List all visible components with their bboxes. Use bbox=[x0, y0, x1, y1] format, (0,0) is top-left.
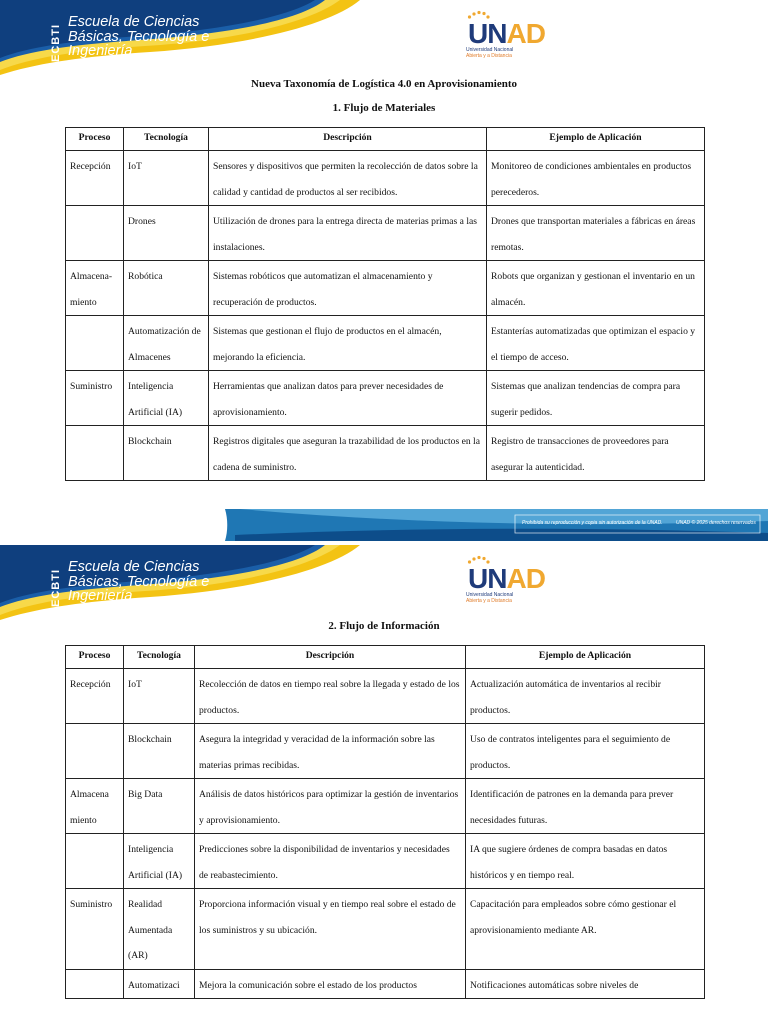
process-cell bbox=[66, 969, 124, 999]
description-cell: Herramientas que analizan datos para prever necesidades de aprovisionamiento. bbox=[209, 371, 487, 426]
technology-cell: IoT bbox=[124, 151, 209, 206]
section-heading: 1. Flujo de Materiales bbox=[332, 102, 436, 114]
unad-wordmark: UNAD bbox=[468, 18, 545, 49]
document-title: Nueva Taxonomía de Logística 4.0 en Aprovisionamiento bbox=[251, 78, 517, 90]
description-cell: Utilización de drones para la entrega directa de materias primas a las instalaciones. bbox=[209, 206, 487, 261]
column-header: Ejemplo de Aplicación bbox=[466, 646, 705, 669]
table-row bbox=[66, 426, 705, 481]
technology-cell: Automatizaci bbox=[124, 969, 195, 999]
column-header: Proceso bbox=[66, 128, 124, 151]
page-header bbox=[0, 545, 768, 620]
footer-notice: Prohibida su reproducción y copia sin autorización de la UNAD. bbox=[522, 520, 663, 526]
table-row bbox=[66, 724, 705, 779]
unad-logo bbox=[462, 10, 545, 60]
table-header-row bbox=[66, 128, 705, 151]
technology-cell: Drones bbox=[124, 206, 209, 261]
description-cell: Recolección de datos en tiempo real sobre la llegada y estado de los productos. bbox=[195, 669, 466, 724]
example-cell: Notificaciones automáticas sobre niveles de bbox=[466, 969, 705, 999]
unad-subtitle: Universidad Nacional Abierta y a Distancia bbox=[466, 47, 514, 59]
technology-cell: Inteligencia Artificial (IA) bbox=[124, 834, 195, 889]
technology-cell: Automatización de Almacenes bbox=[124, 316, 209, 371]
example-cell: Uso de contratos inteligentes para el seguimiento de productos. bbox=[466, 724, 705, 779]
column-header: Tecnología bbox=[124, 646, 195, 669]
school-name-line: Ingeniería bbox=[68, 43, 133, 59]
unad-wordmark: UNAD bbox=[468, 563, 545, 594]
description-cell: Registros digitales que aseguran la trazabilidad de los productos en la cadena de suministro. bbox=[209, 426, 487, 481]
process-cell bbox=[66, 316, 124, 371]
school-name-line: Ingeniería bbox=[68, 588, 133, 604]
table-row bbox=[66, 669, 705, 724]
school-name bbox=[68, 560, 209, 604]
process-cell: Suministro bbox=[66, 889, 124, 970]
table-row bbox=[66, 206, 705, 261]
column-header: Ejemplo de Aplicación bbox=[487, 128, 705, 151]
example-cell: IA que sugiere órdenes de compra basadas en datos históricos y en tiempo real. bbox=[466, 834, 705, 889]
example-cell: Identificación de patrones en la demanda para prever necesidades futuras. bbox=[466, 779, 705, 834]
table-row bbox=[66, 151, 705, 206]
table-row bbox=[66, 889, 705, 970]
table-row bbox=[66, 371, 705, 426]
table-row bbox=[66, 779, 705, 834]
information-flow-table bbox=[65, 645, 705, 999]
column-header: Tecnología bbox=[124, 128, 209, 151]
school-name bbox=[68, 15, 209, 59]
example-cell: Sistemas que analizan tendencias de compra para sugerir pedidos. bbox=[487, 371, 705, 426]
process-cell bbox=[66, 724, 124, 779]
technology-cell: Robótica bbox=[124, 261, 209, 316]
example-cell: Monitoreo de condiciones ambientales en productos perecederos. bbox=[487, 151, 705, 206]
process-cell bbox=[66, 834, 124, 889]
ecbti-label: ECBTI bbox=[50, 569, 62, 607]
process-cell: Recepción bbox=[66, 151, 124, 206]
school-name-line: Básicas, Tecnología e bbox=[68, 573, 210, 590]
table-row bbox=[66, 834, 705, 889]
ecbti-label: ECBTI bbox=[50, 24, 62, 62]
school-name-line: Básicas, Tecnología e bbox=[68, 28, 210, 45]
process-cell: Suministro bbox=[66, 371, 124, 426]
process-cell: Almacena miento bbox=[66, 779, 124, 834]
process-cell bbox=[66, 206, 124, 261]
example-cell: Registro de transacciones de proveedores para asegurar la autenticidad. bbox=[487, 426, 705, 481]
example-cell: Capacitación para empleados sobre cómo gestionar el aprovisionamiento mediante AR. bbox=[466, 889, 705, 970]
unad-subtitle: Universidad Nacional Abierta y a Distancia bbox=[466, 592, 514, 604]
example-cell: Estanterías automatizadas que optimizan el espacio y el tiempo de acceso. bbox=[487, 316, 705, 371]
description-cell: Asegura la integridad y veracidad de la información sobre las materias primas recibidas. bbox=[195, 724, 466, 779]
document-page-2 bbox=[0, 545, 768, 1024]
school-name-line: Escuela de Ciencias bbox=[68, 559, 200, 575]
table-row bbox=[66, 261, 705, 316]
school-name-line: Escuela de Ciencias bbox=[68, 14, 200, 30]
description-cell: Mejora la comunicación sobre el estado de los productos bbox=[195, 969, 466, 999]
example-cell: Drones que transportan materiales a fábricas en áreas remotas. bbox=[487, 206, 705, 261]
unad-logo bbox=[462, 555, 545, 605]
technology-cell: Realidad Aumentada (AR) bbox=[124, 889, 195, 970]
column-header: Descripción bbox=[195, 646, 466, 669]
table-row bbox=[66, 316, 705, 371]
technology-cell: Big Data bbox=[124, 779, 195, 834]
example-cell: Actualización automática de inventarios al recibir productos. bbox=[466, 669, 705, 724]
technology-cell: Blockchain bbox=[124, 426, 209, 481]
materials-flow-table bbox=[65, 127, 705, 481]
example-cell: Robots que organizan y gestionan el inventario en un almacén. bbox=[487, 261, 705, 316]
description-cell: Sistemas que gestionan el flujo de productos en el almacén, mejorando la eficiencia. bbox=[209, 316, 487, 371]
process-cell: Almacena-miento bbox=[66, 261, 124, 316]
page-break bbox=[0, 505, 768, 545]
footer-rights: UNAD © 2025 derechos reservados bbox=[676, 520, 756, 526]
description-cell: Proporciona información visual y en tiempo real sobre el estado de los suministros y su ubicación. bbox=[195, 889, 466, 970]
column-header: Descripción bbox=[209, 128, 487, 151]
page-header bbox=[0, 0, 768, 75]
table-row bbox=[66, 969, 705, 999]
technology-cell: IoT bbox=[124, 669, 195, 724]
description-cell: Análisis de datos históricos para optimizar la gestión de inventarios y aprovisionamiento. bbox=[195, 779, 466, 834]
description-cell: Predicciones sobre la disponibilidad de inventarios y necesidades de reabastecimiento. bbox=[195, 834, 466, 889]
description-cell: Sistemas robóticos que automatizan el almacenamiento y recuperación de productos. bbox=[209, 261, 487, 316]
process-cell bbox=[66, 426, 124, 481]
technology-cell: Inteligencia Artificial (IA) bbox=[124, 371, 209, 426]
technology-cell: Blockchain bbox=[124, 724, 195, 779]
document-page-1 bbox=[0, 0, 768, 505]
process-cell: Recepción bbox=[66, 669, 124, 724]
table-header-row bbox=[66, 646, 705, 669]
description-cell: Sensores y dispositivos que permiten la recolección de datos sobre la calidad y cantidad de productos al ser recibidos. bbox=[209, 151, 487, 206]
section-heading: 2. Flujo de Información bbox=[328, 620, 440, 632]
column-header: Proceso bbox=[66, 646, 124, 669]
